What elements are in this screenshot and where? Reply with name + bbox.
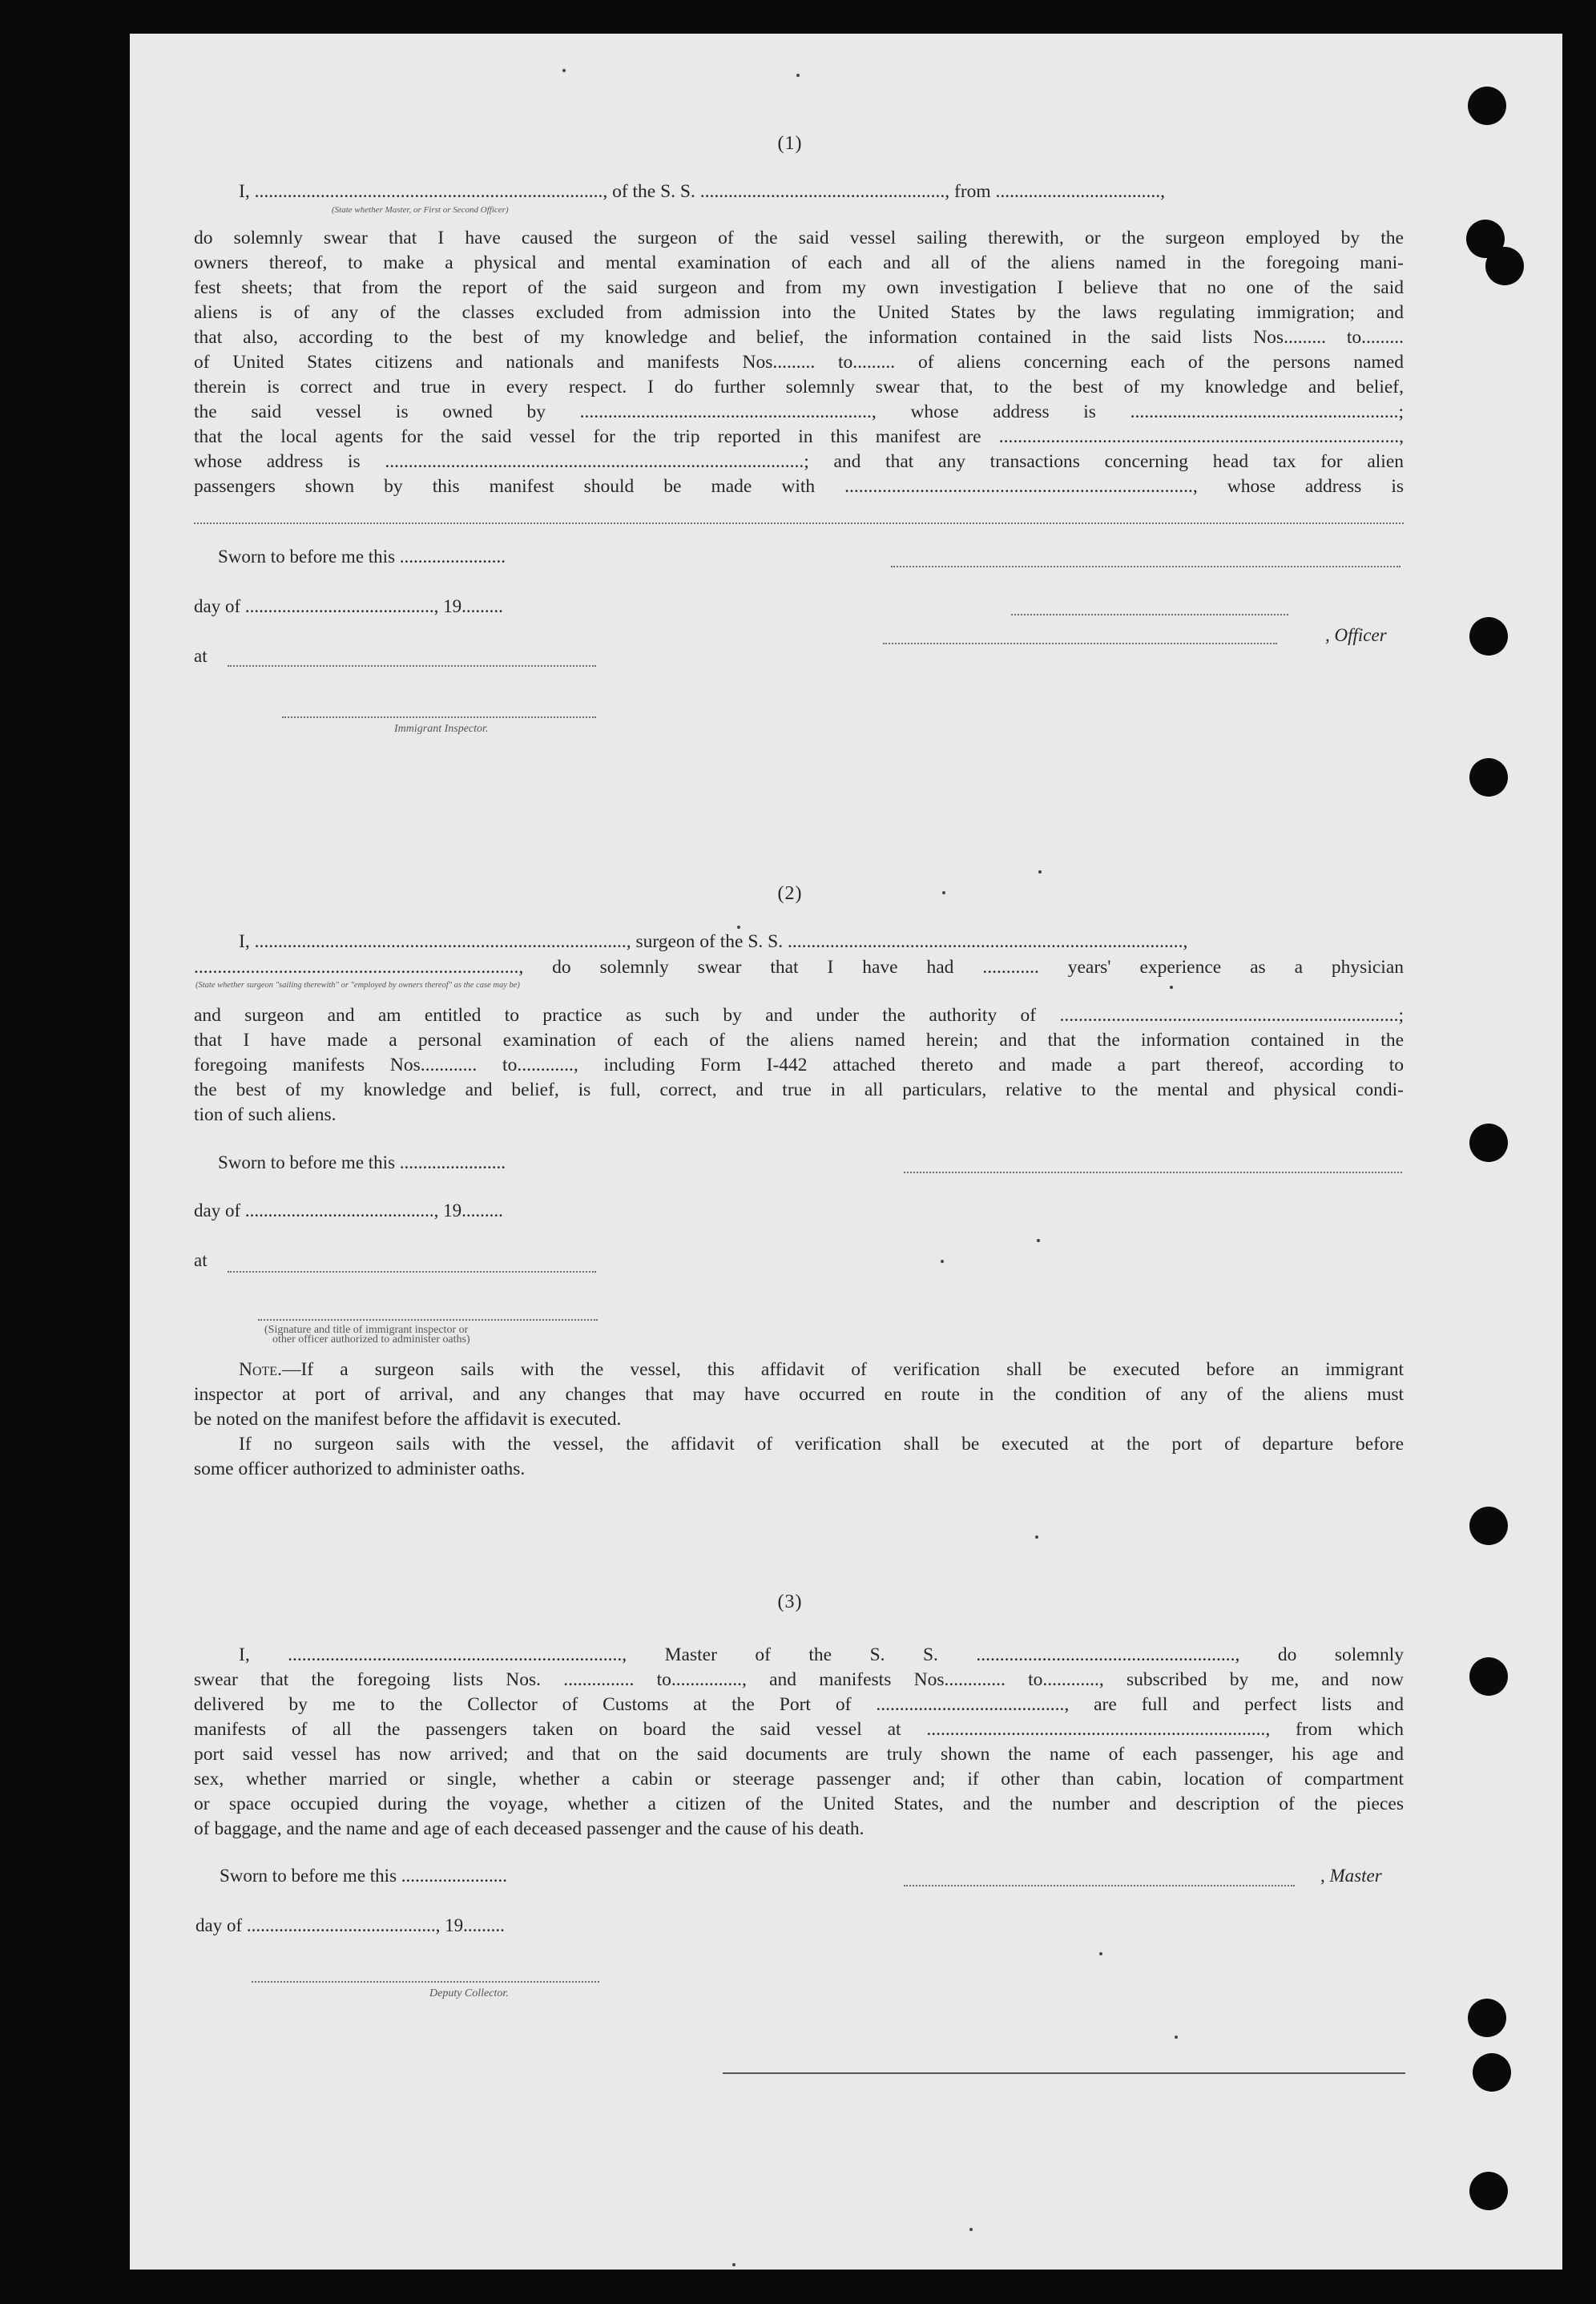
speck xyxy=(732,2263,736,2266)
at-label: at xyxy=(194,646,208,666)
punch-hole xyxy=(1469,2172,1508,2210)
sworn-before-label: Sworn to before me this ....................... xyxy=(220,1866,508,1886)
surgeon-name-field: I, ............................................................................... xyxy=(239,931,627,952)
speck xyxy=(942,891,945,894)
note-line: If no surgeon sails with the vessel, the affidavit of verification shall be executed at the port of departure before xyxy=(239,1434,1404,1455)
section-2-heading: (2) xyxy=(777,883,803,904)
master-label: , Master xyxy=(1320,1866,1382,1886)
sworn-before-label: Sworn to before me this ....................... xyxy=(218,547,506,567)
oath-line: manifests of all the passengers taken on board the said vessel at ........................................................................, from which xyxy=(194,1719,1404,1740)
speck xyxy=(796,74,800,77)
oath-line: and surgeon and am entitled to practice as such by and under the authority of ........................................................................; xyxy=(194,1005,1404,1026)
signature-line xyxy=(891,566,1401,567)
oath-line: of United States citizens and nationals and manifests Nos......... to......... of aliens concerning each of the persons named xyxy=(194,352,1404,373)
punch-hole xyxy=(1469,1124,1508,1162)
oath-line: passengers shown by this manifest should be made with .........................................................................., whose address is xyxy=(194,476,1404,497)
section-3-heading: (3) xyxy=(777,1592,803,1612)
inspector-signature-line xyxy=(282,716,596,718)
section-2-first-line xyxy=(194,930,1404,954)
collector-signature-line xyxy=(252,1981,599,1983)
at-place-line xyxy=(228,665,596,667)
speck xyxy=(562,69,566,72)
day-of-label: day of ........................................., 19......... xyxy=(195,1915,505,1935)
oath-line: that I have made a personal examination of each of the aliens named herein; and that the information contained in the xyxy=(194,1030,1404,1051)
oath-line: do solemnly swear that I have caused the surgeon of the said vessel sailing therewith, or the surgeon employed by the xyxy=(194,228,1404,248)
officer-caption: (State whether Master, or First or Second Officer) xyxy=(332,205,509,215)
oath-line: that the local agents for the said vessel for the trip reported in this manifest are ....................................................................................., xyxy=(194,426,1404,447)
master-signature-line xyxy=(904,1885,1295,1886)
oath-line: whose address is .........................................................................................; and that any transactions concerning head tax for alien xyxy=(194,451,1404,472)
oath-line: that also, according to the best of my knowledge and belief, the information contained in the said lists Nos......... to......... xyxy=(194,327,1404,348)
punch-hole xyxy=(1469,617,1508,656)
note-line: —If a surgeon sails with the vessel, this affidavit of verification shall be executed before an immigrant xyxy=(281,1359,1404,1380)
oath-line: tion of such aliens. xyxy=(194,1104,337,1125)
speck xyxy=(1037,1239,1040,1242)
surgeon-experience-line: ....................................................................., do solemnly swear that I have had ............ years' experience as a physician xyxy=(194,957,1404,978)
speck xyxy=(737,926,740,929)
section-3-oath-text xyxy=(194,1643,1404,1842)
section-1-heading: (1) xyxy=(777,133,803,154)
immigrant-inspector-caption: Immigrant Inspector. xyxy=(394,723,489,735)
section-2-second-line xyxy=(194,955,1404,980)
oath-line: foregoing manifests Nos............ to............, including Form I-442 attached thereto and made a part thereof, according to xyxy=(194,1055,1404,1075)
section-1-first-line xyxy=(194,180,1404,204)
deputy-collector-caption: Deputy Collector. xyxy=(429,1987,509,1999)
signature-line xyxy=(904,1172,1402,1173)
speck xyxy=(1038,870,1042,874)
section-2-oath-text xyxy=(194,1003,1404,1128)
speck xyxy=(969,2228,973,2231)
oath-line: port said vessel has now arrived; and that on the said documents are truly shown the name of each passenger, his age and xyxy=(194,1744,1404,1765)
surgeon-caption: (State whether surgeon "sailing therewith" or "employed by owners thereof" as the case may be) xyxy=(195,981,520,990)
oath-line: fest sheets; that from the report of the said surgeon and from my own investigation I believe that no one of the said xyxy=(194,277,1404,298)
oath-line: swear that the foregoing lists Nos. ............... to..............., and manifests Nos............. to............, subscribed by me, and now xyxy=(194,1669,1404,1690)
vessel-from-field: , of the S. S. ...................................................., from ..................................., xyxy=(603,181,1166,202)
oath-line: therein is correct and true in every respect. I do further solemnly swear that, to the best of my knowledge and belief, xyxy=(194,377,1404,397)
signature-caption: other officer authorized to administer oaths) xyxy=(272,1334,470,1346)
speck xyxy=(1035,1535,1038,1539)
signature-line xyxy=(1011,614,1288,615)
sworn-before-label: Sworn to before me this ....................... xyxy=(218,1152,506,1172)
address-blank-line xyxy=(194,523,1404,524)
punch-hole xyxy=(1469,1657,1508,1696)
oath-line: or space occupied during the voyage, whether a citizen of the United States, and the number and description of the pieces xyxy=(194,1794,1404,1814)
note-line: some officer authorized to administer oaths. xyxy=(194,1459,526,1479)
note-label: Note. xyxy=(239,1359,282,1380)
oath-line: the best of my knowledge and belief, is full, correct, and true in all particulars, relative to the mental and physical condi- xyxy=(194,1079,1404,1100)
punch-hole xyxy=(1485,247,1524,285)
officer-name-field: I, .......................................................................... xyxy=(239,181,603,202)
oath-line: I, ......................................................................., Master of the S. S. ......................................................., do solemnly xyxy=(239,1644,1404,1665)
officer-label: , Officer xyxy=(1325,625,1387,645)
note-line: be noted on the manifest before the affidavit is executed. xyxy=(194,1409,622,1430)
speck xyxy=(941,1260,944,1263)
section-1-oath-text xyxy=(194,226,1404,499)
inspector-signature-line xyxy=(258,1319,598,1321)
oath-line: delivered by me to the Collector of Customs at the Port of ........................................, are full and perfect lists and xyxy=(194,1694,1404,1715)
manifest-affidavit-page xyxy=(130,34,1562,2270)
at-label: at xyxy=(194,1250,208,1270)
surgeon-vessel-field: , surgeon of the S. S. ...................................................................................., xyxy=(626,931,1188,952)
punch-hole xyxy=(1468,1999,1506,2037)
speck xyxy=(1099,1952,1102,1955)
at-place-line xyxy=(228,1271,596,1273)
speck xyxy=(1170,986,1173,989)
note-paragraph xyxy=(194,1358,1404,1482)
oath-line: of baggage, and the name and age of each deceased passenger and the cause of his death. xyxy=(194,1818,864,1839)
oath-line: aliens is of any of the classes excluded from admission into the United States by the laws regulating immigration; and xyxy=(194,302,1404,323)
oath-line: owners thereof, to make a physical and mental examination of each and all of the aliens named in the foregoing mani- xyxy=(194,252,1404,273)
punch-hole xyxy=(1469,1507,1508,1545)
bottom-rule xyxy=(723,2072,1405,2074)
signature-caption: (Signature and title of immigrant inspector or xyxy=(264,1324,469,1336)
speck xyxy=(1175,2036,1178,2039)
note-line: inspector at port of arrival, and any changes that may have occurred en route in the condition of any of the aliens must xyxy=(194,1384,1404,1405)
officer-signature-line xyxy=(883,643,1277,644)
punch-hole xyxy=(1469,758,1508,797)
day-of-label: day of ........................................., 19......... xyxy=(194,596,503,616)
oath-line: sex, whether married or single, whether a cabin or steerage passenger and; if other than cabin, location of compartment xyxy=(194,1769,1404,1790)
oath-line: the said vessel is owned by .............................................................., whose address is .........................................................; xyxy=(194,401,1404,422)
punch-hole xyxy=(1473,2053,1511,2092)
punch-hole xyxy=(1468,87,1506,125)
day-of-label: day of ........................................., 19......... xyxy=(194,1200,503,1221)
